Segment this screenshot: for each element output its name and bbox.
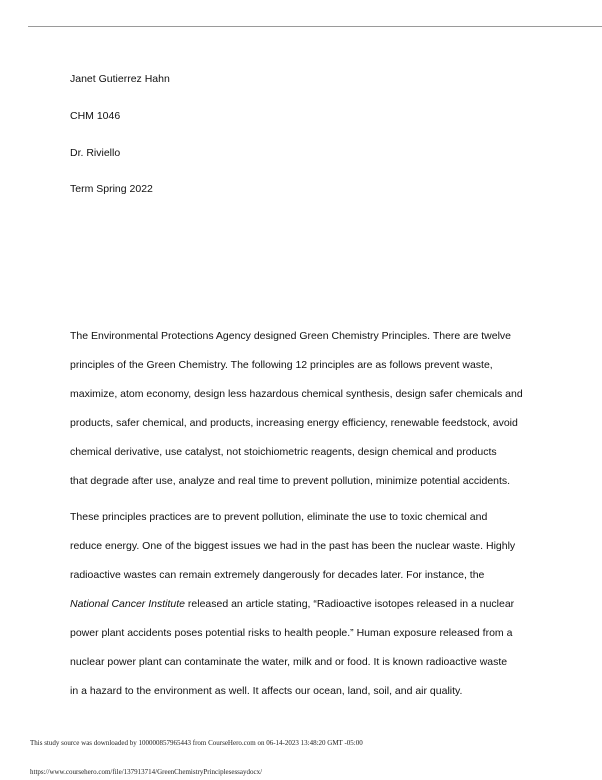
paragraph-1-line: maximize, atom economy, design less hazardous chemical synthesis, design safer chemicals and — [70, 388, 523, 400]
term-label: Term Spring 2022 — [70, 183, 153, 195]
paragraph-2-line: in a hazard to the environment as well. It affects our ocean, land, soil, and air quality. — [70, 685, 463, 697]
paragraph-2-line-text: released an article stating, “Radioactive isotopes released in a nuclear — [184, 598, 515, 610]
paragraph-2-line — [70, 597, 514, 611]
paragraph-2-line: nuclear power plant can contaminate the water, milk and or food. It is known radioactive waste — [70, 656, 508, 668]
paragraph-1-line: The Environmental Protections Agency designed Green Chemistry Principles. There are twelve — [70, 330, 512, 342]
instructor-name: Dr. Riviello — [70, 147, 121, 159]
paragraph-2-line: These principles practices are to prevent pollution, eliminate the use to toxic chemical and — [70, 511, 488, 523]
paragraph-1-line: chemical derivative, use catalyst, not stoichiometric reagents, design chemical and products — [70, 446, 497, 458]
page-top-rule — [28, 26, 602, 27]
course-code: CHM 1046 — [70, 110, 121, 122]
download-source-note: This study source was downloaded by 100000857965443 from CourseHero.com on 06-14-2023 13:48:20 GMT -05:00 — [30, 739, 363, 747]
paragraph-2-line: radioactive wastes can remain extremely dangerously for decades later. For instance, the — [70, 569, 485, 581]
source-url: https://www.coursehero.com/file/137913714/GreenChemistryPrinciplesessaydocx/ — [30, 768, 263, 776]
author-name: Janet Gutierrez Hahn — [70, 73, 170, 85]
paragraph-1-line: products, safer chemical, and products, increasing energy efficiency, renewable feedstock, avoid — [70, 417, 518, 429]
paragraph-1-line: that degrade after use, analyze and real time to prevent pollution, minimize potential accidents. — [70, 475, 511, 487]
paragraph-1-line: principles of the Green Chemistry. The following 12 principles are as follows prevent waste, — [70, 359, 493, 371]
paragraph-2-line: power plant accidents poses potential risks to health people.” Human exposure released from a — [70, 627, 513, 639]
cited-source-name: National Cancer Institute — [70, 598, 185, 610]
paragraph-2-line: reduce energy. One of the biggest issues we had in the past has been the nuclear waste. Highly — [70, 540, 516, 552]
